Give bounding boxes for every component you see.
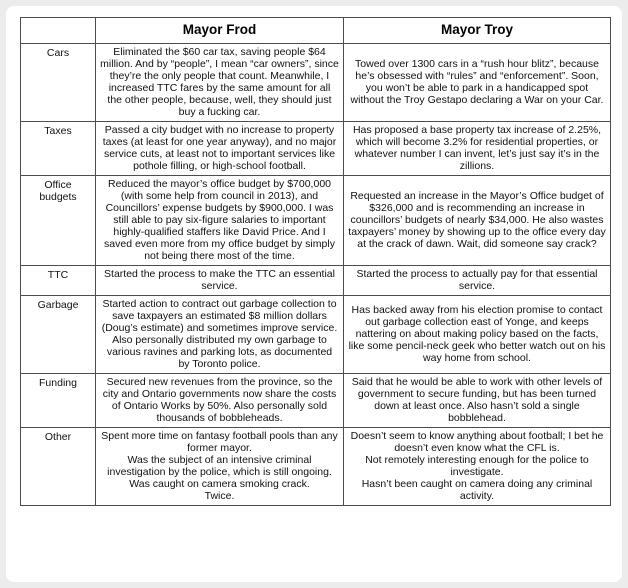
mayor-comparison-table: [20, 17, 611, 506]
frod-cell: Started the process to make the TTC an essential service.: [96, 266, 344, 296]
header-cell-troy: Mayor Troy: [344, 18, 611, 44]
row-label: Funding: [21, 374, 96, 428]
troy-cell: Doesn’t seem to know anything about football; I bet he doesn’t even know what the CFL is. Not remotely interesting enough for the police to investigate. Hasn’t been caught on camera doing any criminal activity.: [344, 428, 611, 506]
table-row-ttc: [21, 266, 611, 296]
troy-cell: Has proposed a base property tax increase of 2.25%, which will become 3.2% for residential properties, or whatever number I can invent, let’s just say it’s in the zillions.: [344, 122, 611, 176]
frod-cell: Reduced the mayor’s office budget by $700,000 (with some help from council in 2013), and Councillors’ expense budgets by $900,000. I was still able to pay six-figure salaries to important highly-qualified staffers like David Price. And I saved even more from my office budget by simply not being there most of the time.: [96, 176, 344, 266]
header-cell-frod: Mayor Frod: [96, 18, 344, 44]
troy-cell: Towed over 1300 cars in a “rush hour blitz”, because he’s obsessed with “rules” and “enforcement”. Soon, you won’t be able to park in a handicapped spot without the Troy Gestapo declaring a War on your Car.: [344, 44, 611, 122]
table-row-funding: [21, 374, 611, 428]
frod-cell: Started action to contract out garbage collection to save taxpayers an estimated $8 million dollars (Doug’s estimate) and sometimes improve service. Also personally distributed my own garbage to various ravines and parking lots, as documented by Toronto police.: [96, 296, 344, 374]
frod-cell: Spent more time on fantasy football pools than any former mayor. Was the subject of an intensive criminal investigation by the police, which is still ongoing. Was caught on camera smoking crack. Twice.: [96, 428, 344, 506]
table-row-cars: [21, 44, 611, 122]
row-label: Garbage: [21, 296, 96, 374]
page-card: [6, 6, 622, 582]
frod-cell: Secured new revenues from the province, so the city and Ontario governments now share the costs of Ontario Works by 50%. Also personally sold thousands of bobbleheads.: [96, 374, 344, 428]
row-label: Cars: [21, 44, 96, 122]
row-label: Office budgets: [21, 176, 96, 266]
header-cell-empty: [21, 18, 96, 44]
troy-cell: Requested an increase in the Mayor’s Office budget of $326,000 and is recommending an increase in councillors’ budgets of nearly $34,000. He also wastes taxpayers’ money by showing up to the office every day at the crack of dawn. Wait, did someone say crack?: [344, 176, 611, 266]
row-label: Taxes: [21, 122, 96, 176]
troy-cell: Said that he would be able to work with other levels of government to secure funding, but has been turned down at least once. Also hasn’t sold a single bobblehead.: [344, 374, 611, 428]
table-row-taxes: [21, 122, 611, 176]
table-row-office-budgets: [21, 176, 611, 266]
row-label: TTC: [21, 266, 96, 296]
table-row-other: [21, 428, 611, 506]
troy-cell: Has backed away from his election promise to contact out garbage collection east of Yonge, and keeps nattering on about making policy based on the facts, like some pencil-neck geek who better watch out on his way home from school.: [344, 296, 611, 374]
troy-cell: Started the process to actually pay for that essential service.: [344, 266, 611, 296]
table-row-garbage: [21, 296, 611, 374]
header-row: [21, 18, 611, 44]
frod-cell: Passed a city budget with no increase to property taxes (at least for one year anyway), and no major service cuts, at least not to important services like pothole filling, or high-school football.: [96, 122, 344, 176]
row-label: Other: [21, 428, 96, 506]
frod-cell: Eliminated the $60 car tax, saving people $64 million. And by “people”, I mean “car owners”, since they’re the only people that count. Meanwhile, I increased TTC fares by the same amount for all the other people, because, well, they should just buy a fucking car.: [96, 44, 344, 122]
